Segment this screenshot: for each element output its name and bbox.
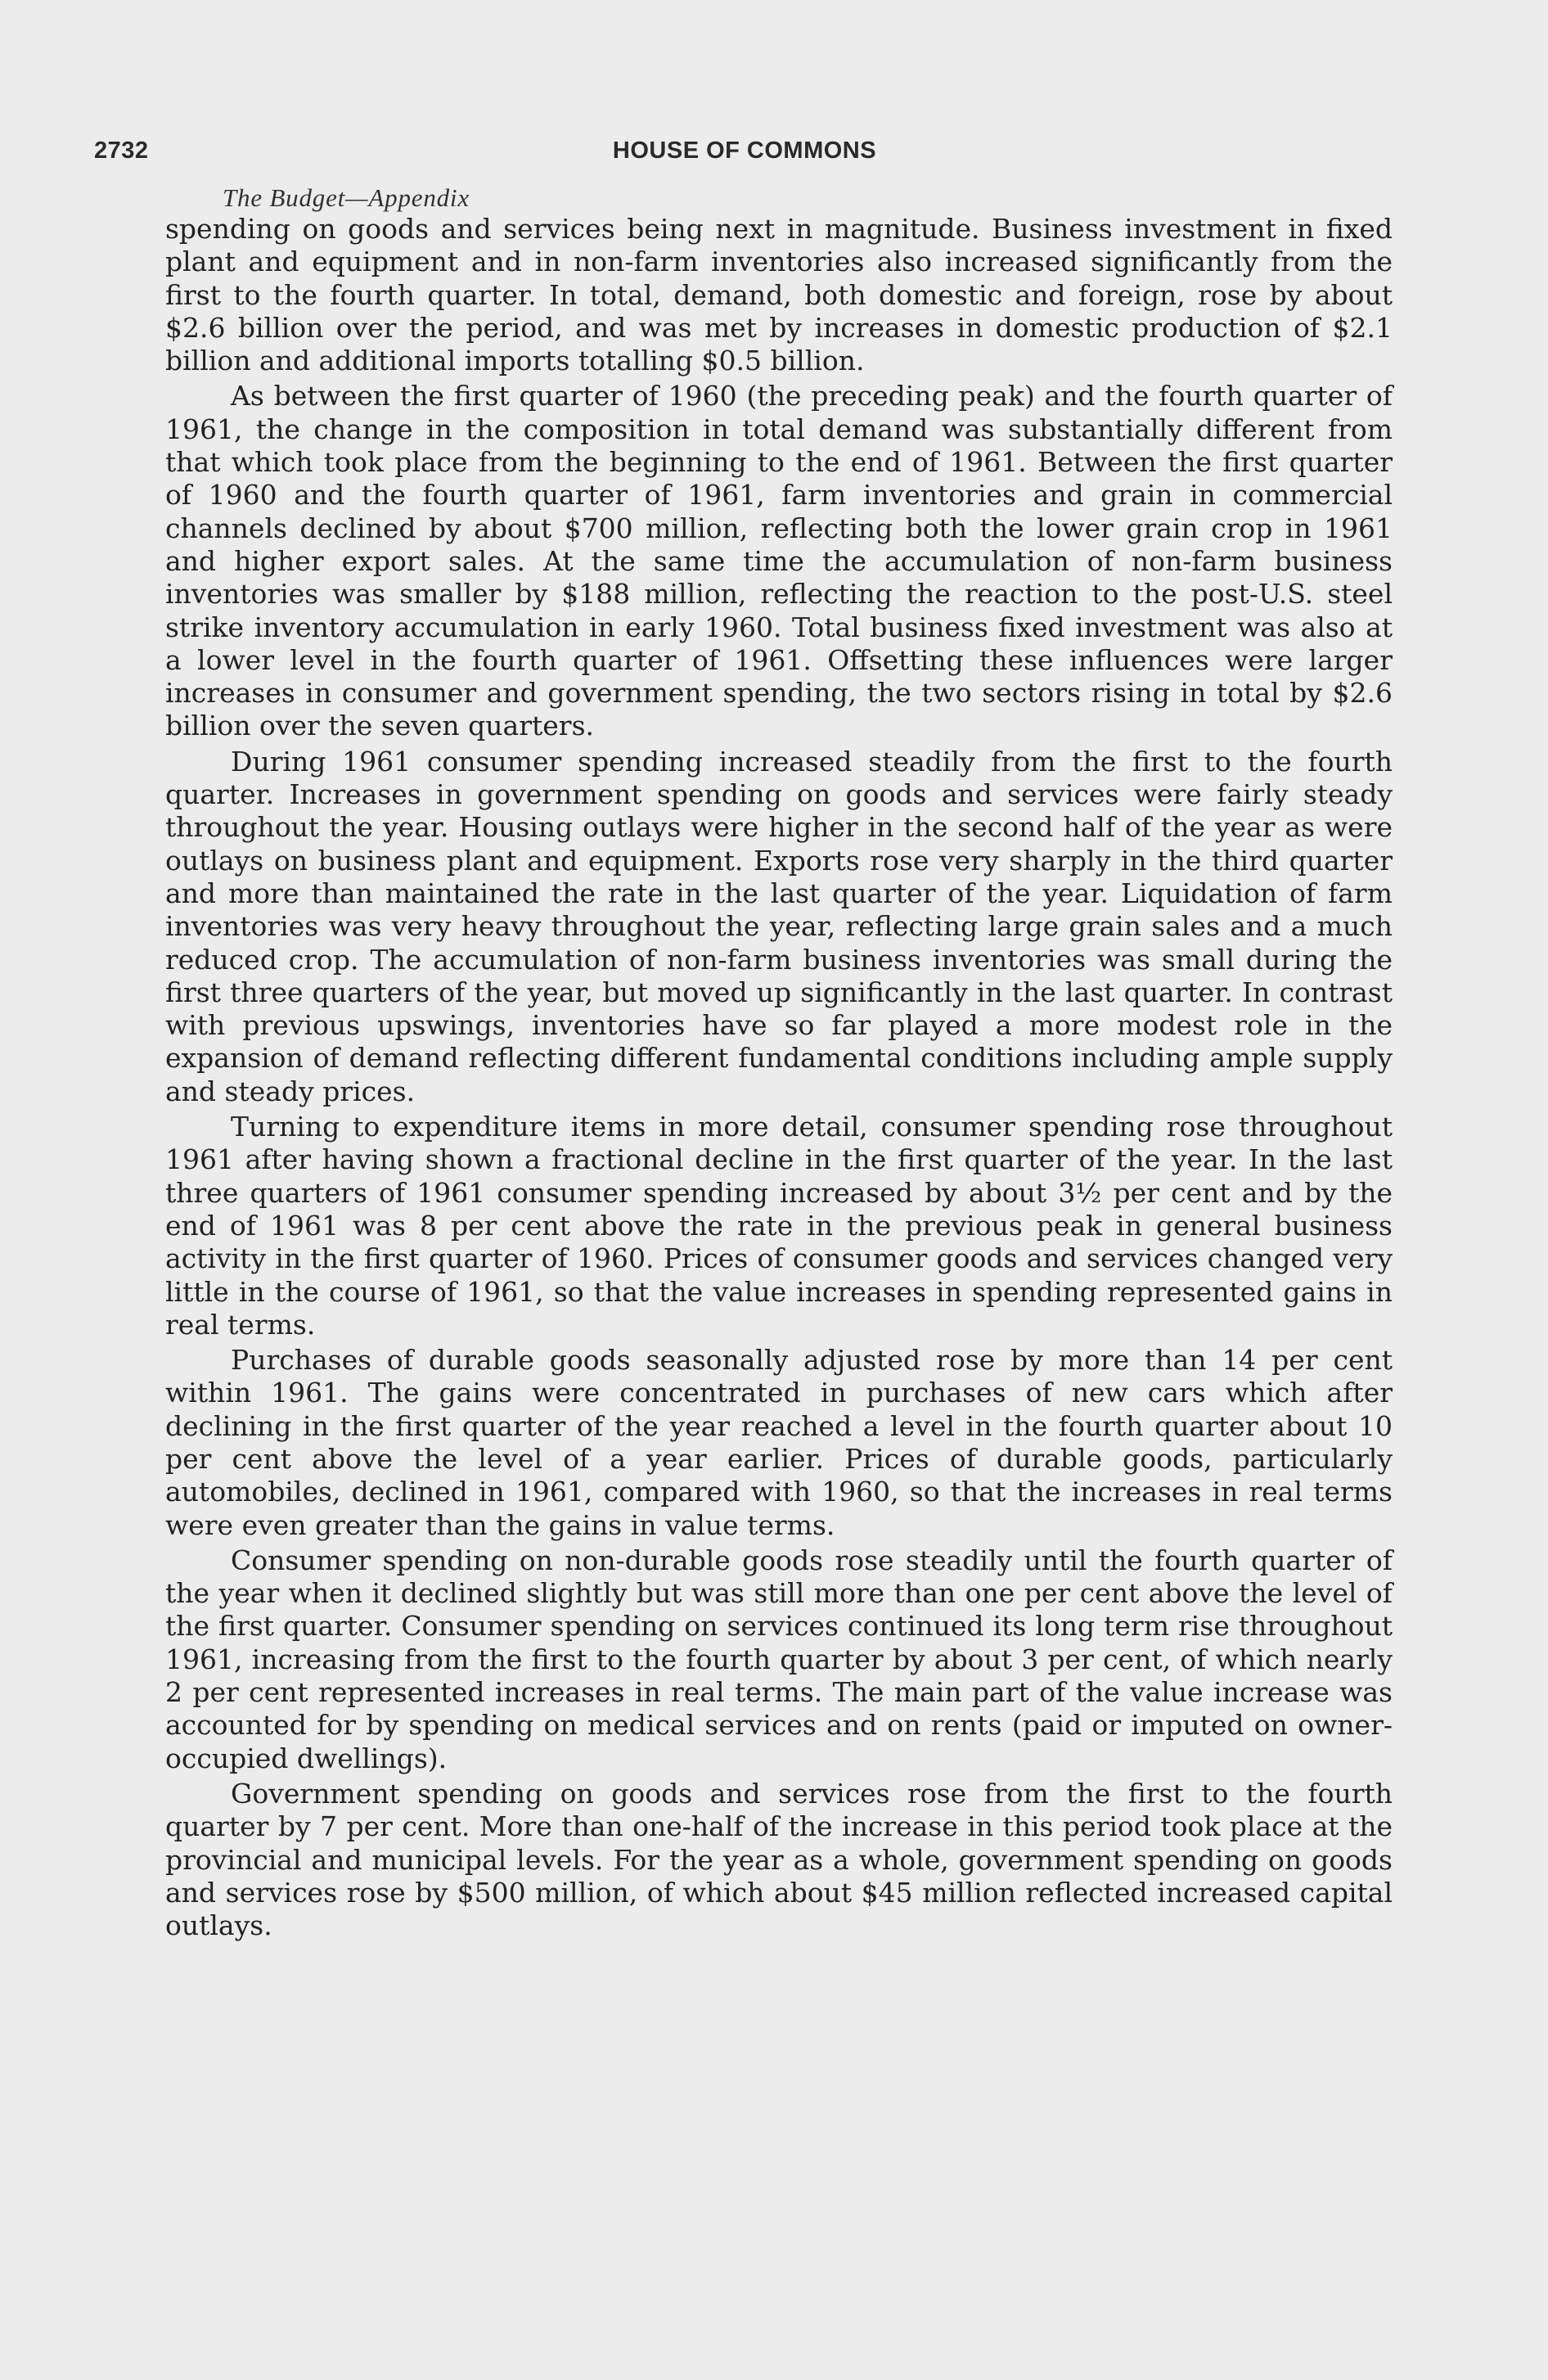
page-header — [94, 137, 1395, 178]
paragraph-1: spending on goods and services being next in magnitude. Business investment in fixed plant and equipment and in non-farm inventories also increased significantly from the first to the fourth quarter. In total, demand, both domestic and foreign, rose by about $2.6 billion over the period, and was met by increases in domestic production of $2.1 billion and additional imports totalling $0.5 billion. — [165, 213, 1393, 377]
paragraph-5: Purchases of durable goods seasonally adjusted rose by more than 14 per cent within 1961. The gains were concentrated in purchases of new cars which after declining in the first quarter of the year reached a level in the fourth quarter about 10 per cent above the level of a year earlier. Prices of durable goods, particularly automobiles, declined in 1961, compared with 1960, so that the increases in real terms were even greater than the gains in value terms. — [165, 1344, 1393, 1541]
paragraph-3: During 1961 consumer spending increased steadily from the first to the fourth quarter. Increases in government spending on goods and services were fairly steady throughout the year. Housing outlays were higher in the second half of the year as were outlays on business plant and equipment. Exports rose very sharply in the third quarter and more than maintained the rate in the last quarter of the year. Liquidation of farm inventories was very heavy throughout the year, reflecting large grain sales and a much reduced crop. The accumulation of non-farm business inventories was small during the first three quarters of the year, but moved up significantly in the last quarter. In contrast with previous upswings, inventories have so far played a more modest role in the expansion of demand reflecting different fundamental conditions including ample supply and steady prices. — [165, 745, 1393, 1107]
paragraph-4: Turning to expenditure items in more detail, consumer spending rose throughout 1961 after having shown a fractional decline in the first quarter of the year. In the last three quarters of 1961 consumer spending increased by about 3½ per cent and by the end of 1961 was 8 per cent above the rate in the previous peak in general business activity in the first quarter of 1960. Prices of consumer goods and services changed very little in the course of 1961, so that the value increases in spending represented gains in real terms. — [165, 1111, 1393, 1341]
page-number: 2732 — [94, 137, 149, 164]
paragraph-7: Government spending on goods and services rose from the first to the fourth quarter by 7 per cent. More than one-half of the increase in this period took place at the provincial and municipal levels. For the year as a whole, government spending on goods and services rose by $500 million, of which about $45 million reflected increased capital outlays. — [165, 1777, 1393, 1942]
paragraph-6: Consumer spending on non-durable goods rose steadily until the fourth quarter of the year when it declined slightly but was still more than one per cent above the level of the first quarter. Consumer spending on services continued its long term rise throughout 1961, increasing from the first to the fourth quarter by about 3 per cent, of which nearly 2 per cent represented increases in real terms. The main part of the value increase was accounted for by spending on medical services and on rents (paid or imputed on owner-occupied dwellings). — [165, 1544, 1393, 1774]
running-title: HOUSE OF COMMONS — [612, 137, 877, 164]
paragraph-2: As between the first quarter of 1960 (the preceding peak) and the fourth quarter of 1961, the change in the composition in total demand was substantially different from that which took place from the beginning to the end of 1961. Between the first quarter of 1960 and the fourth quarter of 1961, farm inventories and grain in commercial channels declined by about $700 million, reflecting both the lower grain crop in 1961 and higher export sales. At the same time the accumulation of non-farm business inventories was smaller by $188 million, reflecting the reaction to the post-U.S. steel strike inventory accumulation in early 1960. Total business fixed investment was also at a lower level in the fourth quarter of 1961. Offsetting these influences were larger increases in consumer and government spending, the two sectors rising in total by $2.6 billion over the seven quarters. — [165, 380, 1393, 742]
body-text — [165, 213, 1393, 1945]
section-subtitle: The Budget—Appendix — [223, 183, 470, 212]
